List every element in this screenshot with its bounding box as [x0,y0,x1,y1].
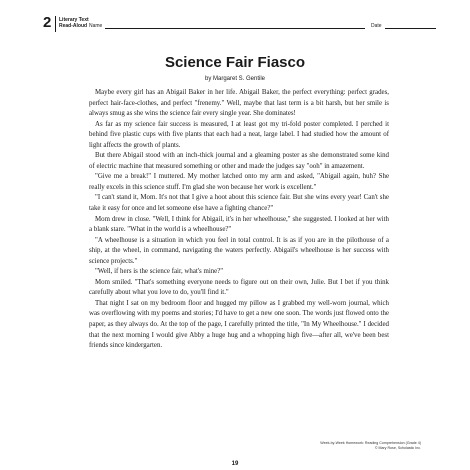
story-paragraph: "I can't stand it, Mom. It's not that I give a hoot about this science fair. But she wins every year! Can't she take it easy for once and let someone else have a fighting chance?" [89,194,389,213]
story-paragraph: Mom drew in close. "Well, I think for Abigail, it's in her wheelhouse," she suggested. I looked at her with a blank stare. "What in the world is a wheelhouse?" [89,215,389,234]
name-field[interactable] [105,28,365,29]
story-title: Science Fair Fiasco [164,54,306,71]
story-paragraph: But there Abigail stood with an inch-thick journal and a gleaming poster as she demonstrated some kind of electric machine that measured something or other and made the judges say "ooh" in amazement. [89,152,389,170]
page-number: 19 [231,461,239,467]
name-label: Name [89,23,103,29]
section-label [59,17,89,29]
story-paragraph: "Give me a break!" I muttered. My mother latched onto my arm and asked, "Abigail again, huh? She really excels in this science stuff. I'm glad she won because her work is excellent." [89,173,389,191]
section-label-line1: Literary Text [59,17,89,23]
story-paragraph: That night I sat on my bedroom floor and hugged my pillow as I grabbed my well-worn journal, which was overflowing with my poems and stories; I'd have to get a new one soon. The words just flowed onto the paper, as they always do. At the top of the page, I carefully printed the title, "In My Wheelhouse." I decided that the next morning I would give Abby a huge hug and a whopping high five—after all, we've been best friends since kindergarten. [89,299,389,350]
story-paragraph: As far as my science fair success is measured, I at least got my tri-fold poster completed. I perched it behind five plastic cups with five plants that each had a neat, large label. I had studied how the amount of light affects the growth of plants. [89,120,389,149]
unit-number: 2 [43,14,52,31]
date-field[interactable] [385,28,436,29]
footer-source-line1: Week-by-Week Homework: Reading Comprehension (Grade 4) [320,441,421,445]
story-paragraph: Maybe every girl has an Abigail Baker in her life. Abigail Baker, the perfect everything: perfect grades, perfect hair-face-clothes, and perfect "frenemy." Well, maybe that last term is a bit harsh, but her smile is always smug as she wins the science fair every single year. She dominates! [89,89,389,118]
header-divider [55,16,56,32]
section-label-line2: Read-Aloud [59,23,88,29]
footer-source [271,441,421,451]
date-label: Date [371,23,382,29]
story-paragraph: Mom smiled. "That's something everyone needs to figure out on their own, Julie. But I bet if you think carefully about what you love to do, you'll find it." [89,278,389,297]
story-byline: by Margaret S. Gentile [204,76,266,82]
story-body [89,88,389,352]
footer-source-line2: © Mary Rose, Scholastic Inc. [374,446,421,450]
story-paragraph: "A wheelhouse is a situation in which you feel in total control. It is as if you are in the pilothouse of a ship, at the wheel, in command, navigating the waters perfectly. Abigail's wheelhouse is her success with science projects." [89,236,389,265]
worksheet-header [43,14,436,31]
story-paragraph: "Well, if hers is the science fair, what's mine?" [95,268,224,276]
